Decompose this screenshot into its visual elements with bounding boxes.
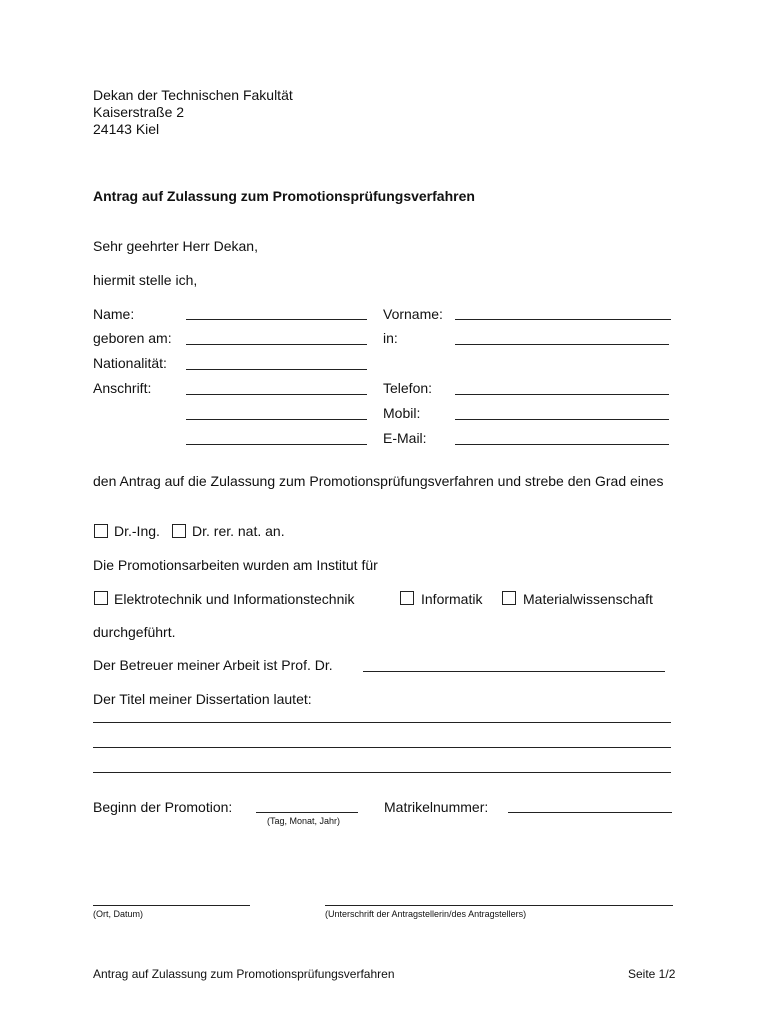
informatik-label: Informatik — [421, 591, 483, 607]
anschrift-field-3[interactable] — [186, 444, 367, 445]
place-date-field[interactable] — [93, 905, 250, 906]
thesis-title-label: Der Titel meiner Dissertation lautet: — [93, 691, 312, 707]
elektrotechnik-label: Elektrotechnik und Informationstechnik — [114, 591, 355, 607]
footer-title: Antrag auf Zulassung zum Promotionsprüfungsverfahren — [93, 967, 395, 981]
dr-rer-nat-checkbox[interactable] — [172, 524, 186, 538]
thesis-title-line-3[interactable] — [93, 772, 671, 773]
page-number: Seite 1/2 — [628, 967, 676, 981]
dr-ing-checkbox[interactable] — [94, 524, 108, 538]
matrikel-label: Matrikelnummer: — [384, 799, 489, 815]
materialwissenschaft-label: Materialwissenschaft — [523, 591, 653, 607]
geboren-am-label: geboren am: — [93, 330, 172, 346]
email-label: E-Mail: — [383, 430, 427, 446]
anschrift-label: Anschrift: — [93, 380, 152, 396]
name-label: Name: — [93, 306, 135, 322]
signature-hint: (Unterschrift der Antragstellerin/des Antragstellers) — [325, 909, 527, 919]
thesis-title-line-2[interactable] — [93, 747, 671, 748]
materialwissenschaft-checkbox[interactable] — [502, 591, 516, 605]
anschrift-field-1[interactable] — [186, 394, 367, 395]
institute-text: Die Promotionsarbeiten wurden am Institut für — [93, 557, 378, 573]
vorname-field[interactable] — [455, 319, 671, 320]
signature-field[interactable] — [325, 905, 673, 906]
anschrift-field-2[interactable] — [186, 419, 367, 420]
supervisor-field[interactable] — [363, 671, 665, 672]
thesis-title-line-1[interactable] — [93, 722, 671, 723]
supervisor-label: Der Betreuer meiner Arbeit ist Prof. Dr. — [93, 657, 333, 673]
recipient-line-1: Dekan der Technischen Fakultät — [93, 87, 293, 103]
geburtsort-field[interactable] — [455, 344, 669, 345]
request-text: den Antrag auf die Zulassung zum Promotionsprüfungsverfahren und strebe den Grad eines — [93, 473, 664, 489]
vorname-label: Vorname: — [383, 306, 443, 322]
intro-text: hiermit stelle ich, — [93, 272, 198, 288]
place-date-hint: (Ort, Datum) — [93, 909, 144, 919]
geburtsort-label: in: — [383, 330, 398, 346]
telefon-label: Telefon: — [383, 380, 433, 396]
email-field[interactable] — [455, 444, 669, 445]
start-date-hint: (Tag, Monat, Jahr) — [267, 816, 341, 826]
dr-ing-label: Dr.-Ing. — [114, 523, 160, 539]
name-field[interactable] — [186, 319, 367, 320]
nationalitaet-label: Nationalität: — [93, 355, 167, 371]
elektrotechnik-checkbox[interactable] — [94, 591, 108, 605]
geboren-am-field[interactable] — [186, 344, 367, 345]
performed-text: durchgeführt. — [93, 624, 176, 640]
matrikel-field[interactable] — [508, 812, 672, 813]
mobil-field[interactable] — [455, 419, 669, 420]
dr-rer-nat-label: Dr. rer. nat. an. — [192, 523, 285, 539]
document-title: Antrag auf Zulassung zum Promotionsprüfungsverfahren — [93, 188, 475, 204]
recipient-line-2: Kaiserstraße 2 — [93, 104, 185, 120]
telefon-field[interactable] — [455, 394, 669, 395]
mobil-label: Mobil: — [383, 405, 421, 421]
informatik-checkbox[interactable] — [400, 591, 414, 605]
salutation: Sehr geehrter Herr Dekan, — [93, 238, 258, 254]
recipient-line-3: 24143 Kiel — [93, 121, 160, 137]
start-date-field[interactable] — [256, 812, 358, 813]
nationalitaet-field[interactable] — [186, 369, 367, 370]
start-label: Beginn der Promotion: — [93, 799, 233, 815]
